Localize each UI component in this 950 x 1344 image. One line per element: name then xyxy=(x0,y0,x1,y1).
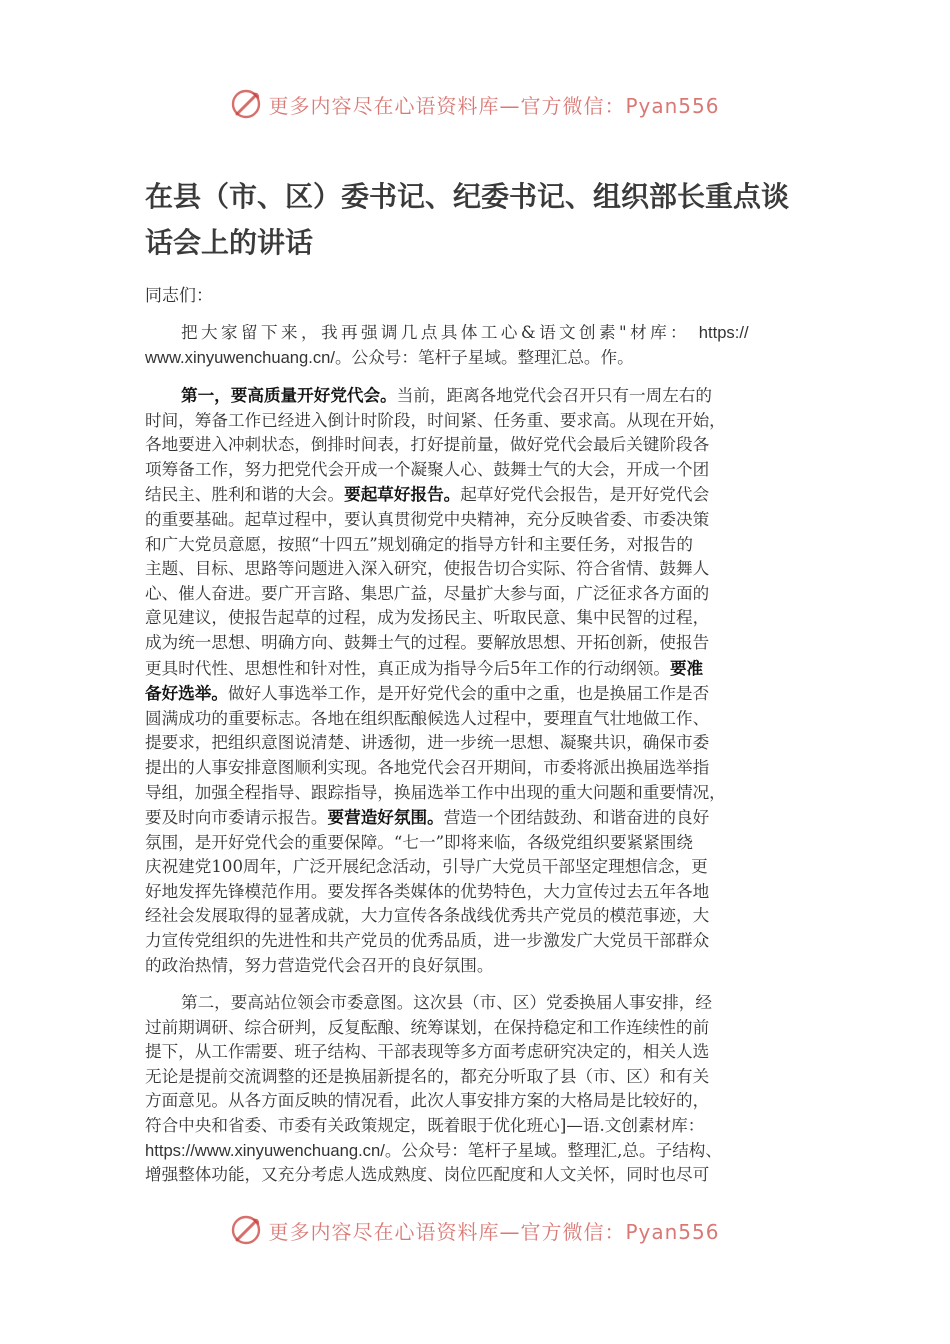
text-line: 导组，加强全程指导、跟踪指导，换届选举工作中出现的重大问题和重要情况， xyxy=(145,782,726,802)
bold-heading: 第一，要高质量开好党代会。 xyxy=(181,385,397,405)
text-line: 各地要进入冲刺状态，倒排时间表，打好提前量，做好党代会最后关键阶段各 xyxy=(145,435,710,455)
text-line: 增强整体功能，又充分考虑人选成熟度、岗位匹配度和人文关怀，同时也尽可 xyxy=(145,1165,710,1185)
text-line: 意见建议，使报告起草的过程，成为发扬民主、听取民意、集中民智的过程， xyxy=(145,608,710,628)
text-line: 方面意见。从各方面反映的情况看，此次人事安排方案的大格局是比较好的， xyxy=(145,1091,710,1111)
text-run: 结民主、胜利和谐的大会。 xyxy=(145,485,345,505)
text-line xyxy=(145,805,807,831)
text-line: 好地发挥先锋模范作用。要发挥各类媒体的优势特色，大力宣传过去五年各地 xyxy=(145,881,710,901)
text-line: 项筹备工作，努力把党代会开成一个凝聚人心、鼓舞士气的大会，开成一个团 xyxy=(145,459,710,479)
bold-heading: 备好选举。 xyxy=(145,683,228,704)
paragraph-second-point xyxy=(145,991,807,1188)
text-line xyxy=(145,482,807,508)
text-line: 成为统一思想、明确方向、鼓舞士气的过程。要解放思想、开拓创新，使报告 xyxy=(145,632,710,652)
url-text: https://www.xinyuwenchuang.cn/ xyxy=(145,1140,385,1160)
banner-text: 更多内容尽在心语资料库—官方微信：Pyan556 xyxy=(268,1219,720,1244)
banner-text: 更多内容尽在心语资料库—官方微信：Pyan556 xyxy=(268,93,720,118)
text-line: 的政治热情，努力营造党代会召开的良好氛围。 xyxy=(145,955,494,975)
text-line: 无论是提前交流调整的还是换届新提名的，都充分听取了县（市、区）和有关 xyxy=(145,1066,710,1086)
bold-heading: 要准 xyxy=(669,657,704,678)
text-line: 庆祝建党100周年，广泛开展纪念活动，引导广大党员干部坚定理想信念，更 xyxy=(145,857,708,877)
title-line: 在县（市、区）委书记、纪委书记、组织部长重点谈 xyxy=(145,180,790,213)
paragraph-first-point xyxy=(145,383,807,978)
brush-logo-icon xyxy=(230,1213,264,1247)
text-line xyxy=(145,346,807,371)
text-line: 符合中央和省委、市委有关政策规定，既着眼于优化班心]—语.文创素材库： xyxy=(145,1115,705,1135)
text-line xyxy=(145,656,807,682)
text-run: 把大家留下来，我再强调几点具体工心&语文创素"材库： xyxy=(181,323,691,342)
paragraph-intro xyxy=(145,321,807,370)
text-line: 提出的人事安排意图顺利实现。各地党代会召开期间，市委将派出换届选举指 xyxy=(145,757,710,777)
text-run: 做好人事选举工作，是开好党代会的重中之重，也是换届工作是否 xyxy=(227,684,710,704)
text-line xyxy=(145,321,807,346)
text-run: 。公众号：笔杆子星域。整理汇,总。子结构、 xyxy=(384,1140,722,1160)
text-line: 第二，要高站位领会市委意图。这次县（市、区）党委换届人事安排，经 xyxy=(181,993,712,1012)
text-line: 和广大党员意愿，按照“十四五”规划确定的指导方针和主要任务，对报告的 xyxy=(145,534,693,554)
footer-watermark-banner xyxy=(0,1210,950,1250)
text-line: 力宣传党组织的先进性和共产党员的优秀品质，进一步激发广大党员干部群众 xyxy=(145,931,710,951)
text-line xyxy=(145,681,807,707)
text-line xyxy=(145,1139,807,1164)
text-run: 当前，距离各地党代会召开只有一周左右的 xyxy=(396,386,712,405)
text-run: 更具时代性、思想性和针对性，真正成为指导今后5年工作的行动纲领。 xyxy=(145,658,670,678)
title-line: 话会上的讲话 xyxy=(145,226,314,259)
text-line: 经社会发展取得的显著成就，大力宣传各条战线优秀共产党员的模范事迹，大 xyxy=(145,906,710,926)
text-line: 过前期调研、综合研判，反复酝酿、统筹谋划，在保持稳定和工作连续性的前 xyxy=(145,1017,710,1037)
bold-heading: 要起草好报告。 xyxy=(344,484,461,505)
header-watermark-banner xyxy=(0,84,950,124)
salutation: 同志们： xyxy=(145,286,213,306)
url-text: https:// xyxy=(698,323,749,342)
text-line: 主题、目标、思路等问题进入深入研究，使报告切合实际、符合省情、鼓舞人 xyxy=(145,559,710,579)
text-line xyxy=(145,383,807,409)
text-run: 起草好党代会报告，是开好党代会 xyxy=(460,485,710,505)
bold-heading: 要营造好氛围。 xyxy=(327,807,444,828)
text-line: 圆满成功的重要标志。各地在组织酝酿候选人过程中，要理直气壮地做工作、 xyxy=(145,708,710,728)
text-line: 氛围，是开好党代会的重要保障。“七一”即将来临，各级党组织要紧紧围绕 xyxy=(145,832,693,852)
text-run: 营造一个团结鼓劲、和谐奋进的良好 xyxy=(443,808,710,828)
text-run: 要及时向市委请示报告。 xyxy=(145,808,328,828)
text-line: 时间，筹备工作已经进入倒计时阶段，时间紧、任务重、要求高。从现在开始， xyxy=(145,410,726,430)
text-line: 提要求，把组织意图说清楚、讲透彻，进一步统一思想、凝聚共识，确保市委 xyxy=(145,733,710,753)
url-text: www.xinyuwenchuang.cn/ xyxy=(145,347,336,367)
document-title xyxy=(145,174,815,266)
brush-logo-icon xyxy=(230,87,264,121)
text-line: 心、催人奋进。要广开言路、集思广益，尽量扩大参与面，广泛征求各方面的 xyxy=(145,583,710,603)
text-line: 提下，从工作需要、班子结构、干部表现等多方面考虑研究决定的，相关人选 xyxy=(145,1042,710,1062)
text-run: 。公众号：笔杆子星域。整理汇总。作。 xyxy=(335,347,634,367)
text-line: 的重要基础。起草过程中，要认真贯彻党中央精神，充分反映省委、市委决策 xyxy=(145,509,710,529)
